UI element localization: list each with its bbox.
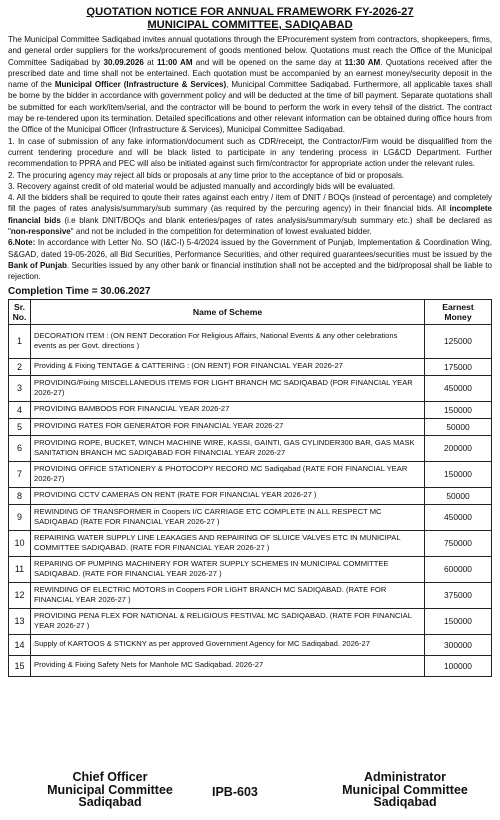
intro-paragraph: The Municipal Committee Sadiqabad invites annual quotations through the EProcurement system from contractors, shopkeepers, firms, and general order suppliers for the works/procurement of goods mentioned below. Quotations must reach the Office of the Municipal Committee Sadiqabad by 30.09.2026 at 11:00 AM and will be opened on the same day at 11:30 AM. Quotations received after the prescribed date and time shall not be entertained. Each quotation must be accompanied by an earnest money/security deposit in the name of the Municipal Officer (Infrastructure & Services), Municipal Committee Sadiqabad. Furthermore, all applicable taxes shall be borne by the bidder in accordance with government policy and will be deducted at the time of bill payment. Separate quotations shall be submitted for each work/item/serial, and the contractor will be bound to perform the work in every tehsil of the district. The contract may be re-tendered upon its termination. Detailed specifications and other relevant information can be obtained during office hours from the Office of the Municipal Officer (Infrastructure & Services), Municipal Committee Sadiqabad. xyxy=(8,35,493,135)
opening-time: 11:30 AM xyxy=(344,57,381,67)
table-row xyxy=(9,504,492,530)
administrator-signature: Administrator Municipal Committee Sadiqabad xyxy=(342,770,468,810)
row-sr: 3 xyxy=(9,375,31,401)
row-scheme-name: PROVIDING BAMBOOS FOR FINANCIAL YEAR 2026-27 xyxy=(31,401,425,418)
clause-3: 3. Recovery against credit of old material would be adjusted manually and accordingly bids will be evaluated. xyxy=(8,181,395,191)
officer-name: Municipal Officer (Infrastructure & Services) xyxy=(54,80,227,90)
table-row xyxy=(9,556,492,582)
row-scheme-name: PROVIDING/Fixing MISCELLANEOUS ITEMS FOR LIGHT BRANCH MC SADIQABAD (FOR FINANCIAL YEAR 2026-27) xyxy=(31,375,425,401)
row-scheme-name: REPARING OF PUMPING MACHINERY FOR WATER SUPPLY SCHEMES IN MUNICIPAL COMMITTEE SADIQABAD. (RATE FOR FINANCIAL YEAR 2026-27 ) xyxy=(31,556,425,582)
row-sr: 4 xyxy=(9,401,31,418)
row-sr: 2 xyxy=(9,358,31,375)
row-scheme-name: REPAIRING WATER SUPPLY LINE LEAKAGES AND REPAIRING OF SLUICE VALVES ETC IN MUNICIPAL COMMITTEE SADIQABAD. (RATE FOR FINANCIAL YEAR 2026-27 ) xyxy=(31,530,425,556)
row-earnest-money: 50000 xyxy=(425,418,492,435)
row-sr: 11 xyxy=(9,556,31,582)
clause-1: 1. In case of submission of any fake information/document such as CDR/receipt, the Contractor/Firm would be disqualified from the current tendering procedure and will be black listed to participate in any tendering process in LG&CD Department. Further recommendation to PPRA and PEC will also be initiated against such firm/contractor for appropriate action under the relevant rules. xyxy=(8,136,492,169)
schemes-table xyxy=(8,299,492,677)
table-row xyxy=(9,401,492,418)
row-scheme-name: Supply of KARTOOS & STICKNY as per approved Government Agency for MC Sadiqabad. 2026-27 xyxy=(31,634,425,655)
row-sr: 15 xyxy=(9,655,31,676)
table-row xyxy=(9,608,492,634)
notice-body xyxy=(8,34,492,283)
row-scheme-name: PROVIDING RATES FOR GENERATOR FOR FINANCIAL YEAR 2026-27 xyxy=(31,418,425,435)
header-name: Name of Scheme xyxy=(31,299,425,324)
row-sr: 6 xyxy=(9,435,31,461)
row-earnest-money: 150000 xyxy=(425,401,492,418)
header-earnest: Earnest Money xyxy=(425,299,492,324)
clause-2: 2. The procuring agency may reject all bids or proposals at any time prior to the acceptance of bid or proposals. xyxy=(8,170,405,180)
completion-time: Completion Time = 30.06.2027 xyxy=(8,285,151,297)
row-scheme-name: PROVIDING CCTV CAMERAS ON RENT (RATE FOR FINANCIAL YEAR 2026-27 ) xyxy=(31,487,425,504)
table-row xyxy=(9,418,492,435)
table-row xyxy=(9,487,492,504)
table-row xyxy=(9,358,492,375)
row-sr: 1 xyxy=(9,324,31,358)
table-header-row xyxy=(9,299,492,324)
notice-title: QUOTATION NOTICE FOR ANNUAL FRAMEWORK FY-2026-27 xyxy=(86,6,414,18)
row-earnest-money: 300000 xyxy=(425,634,492,655)
row-earnest-money: 450000 xyxy=(425,375,492,401)
table-row xyxy=(9,582,492,608)
row-earnest-money: 125000 xyxy=(425,324,492,358)
row-earnest-money: 375000 xyxy=(425,582,492,608)
row-earnest-money: 50000 xyxy=(425,487,492,504)
row-scheme-name: REWINDING OF TRANSFORMER in Coopers I/C CARRIAGE ETC COMPLETE IN ALL RESPECT MC SADIQABAD (RATE FOR FINANCIAL YEAR 2026-27 ) xyxy=(31,504,425,530)
row-earnest-money: 200000 xyxy=(425,435,492,461)
signature-footer xyxy=(0,771,500,819)
table-row xyxy=(9,655,492,676)
row-sr: 8 xyxy=(9,487,31,504)
clause-6-note: 6.Note: In accordance with Letter No. SO (I&C-I) 5-4/2024 issued by the Government of Punjab, Implementation & Coordination Wing, S&GAD, dated 19-05-2026, all Bid Securities, Performance Securities, and other required guarantees/securities must be issued by the Bank of Punjab. Securities issued by any other bank or financial institution shall not be accepted and the bid/proposal shall be liable to rejection. xyxy=(8,238,492,282)
header-sr: Sr. No. xyxy=(9,299,31,324)
row-scheme-name: Providing & Fixing TENTAGE & CATTERING : (ON RENT) FOR FINANCIAL YEAR 2026-27 xyxy=(31,358,425,375)
table-row xyxy=(9,435,492,461)
table-row xyxy=(9,375,492,401)
ipb-code: IPB-603 xyxy=(212,785,258,799)
notice-subtitle: MUNICIPAL COMMITTEE, SADIQABAD xyxy=(147,19,353,31)
row-scheme-name: PROVIDING PENA FLEX FOR NATIONAL & RELIGIOUS FESTIVAL MC SADIQABAD. (RATE FOR FINANCIAL YEAR 2026-27 ) xyxy=(31,608,425,634)
row-sr: 10 xyxy=(9,530,31,556)
table-row xyxy=(9,324,492,358)
row-earnest-money: 750000 xyxy=(425,530,492,556)
closing-date: 30.09.2026 xyxy=(103,57,144,67)
row-earnest-money: 600000 xyxy=(425,556,492,582)
table-row xyxy=(9,461,492,487)
chief-officer-signature: Chief Officer Municipal Committee Sadiqabad xyxy=(47,770,173,810)
row-sr: 13 xyxy=(9,608,31,634)
row-earnest-money: 175000 xyxy=(425,358,492,375)
row-earnest-money: 150000 xyxy=(425,608,492,634)
row-scheme-name: PROVIDING ROPE, BUCKET, WINCH MACHINE WIRE, KASSI, GAINTI, GAS CYLINDER300 BAR, GAS MASK SANITATION BRANCH MC SADIQABAD FOR FINANCIAL YEAR 2026-27 xyxy=(31,435,425,461)
row-sr: 14 xyxy=(9,634,31,655)
row-sr: 7 xyxy=(9,461,31,487)
row-scheme-name: REWINDING OF ELECTRIC MOTORS in Coopers FOR LIGHT BRANCH MC SADIQABAD. (RATE FOR FINANCIAL YEAR 2026-27 ) xyxy=(31,582,425,608)
row-earnest-money: 150000 xyxy=(425,461,492,487)
closing-time: 11:00 AM xyxy=(156,57,193,67)
table-row xyxy=(9,530,492,556)
table-row xyxy=(9,634,492,655)
row-earnest-money: 450000 xyxy=(425,504,492,530)
row-sr: 5 xyxy=(9,418,31,435)
row-sr: 9 xyxy=(9,504,31,530)
row-scheme-name: Providing & Fixing Safety Nets for Manhole MC Sadiqabad. 2026-27 xyxy=(31,655,425,676)
row-scheme-name: DECORATION ITEM : (ON RENT Decoration For Religious Affairs, National Events & any other celebrations events as per Govt. directions ) xyxy=(31,324,425,358)
row-scheme-name: PROVIDING OFFICE STATIONERY & PHOTOCOPY RECORD MC Sadiqabad (RATE FOR FINANCIAL YEAR 2026-27) xyxy=(31,461,425,487)
clause-4: 4. All the bidders shall be required to qoute their rates against each entry / item of DNIT / BOQs (instead of percentage) and completely fill the pages of rates analysis/summary/sub summary (as required by the percuring agency) in their financial bids. All incomplete financial bids (i.e blank DNIT/BOQs and blank enteries/pages of rates analysis/summary/sub summary etc.) shall be declared as "non-responsive" and not be included in the competition for determination of lowest evaluated bidder. xyxy=(8,193,492,237)
row-earnest-money: 100000 xyxy=(425,655,492,676)
row-sr: 12 xyxy=(9,582,31,608)
